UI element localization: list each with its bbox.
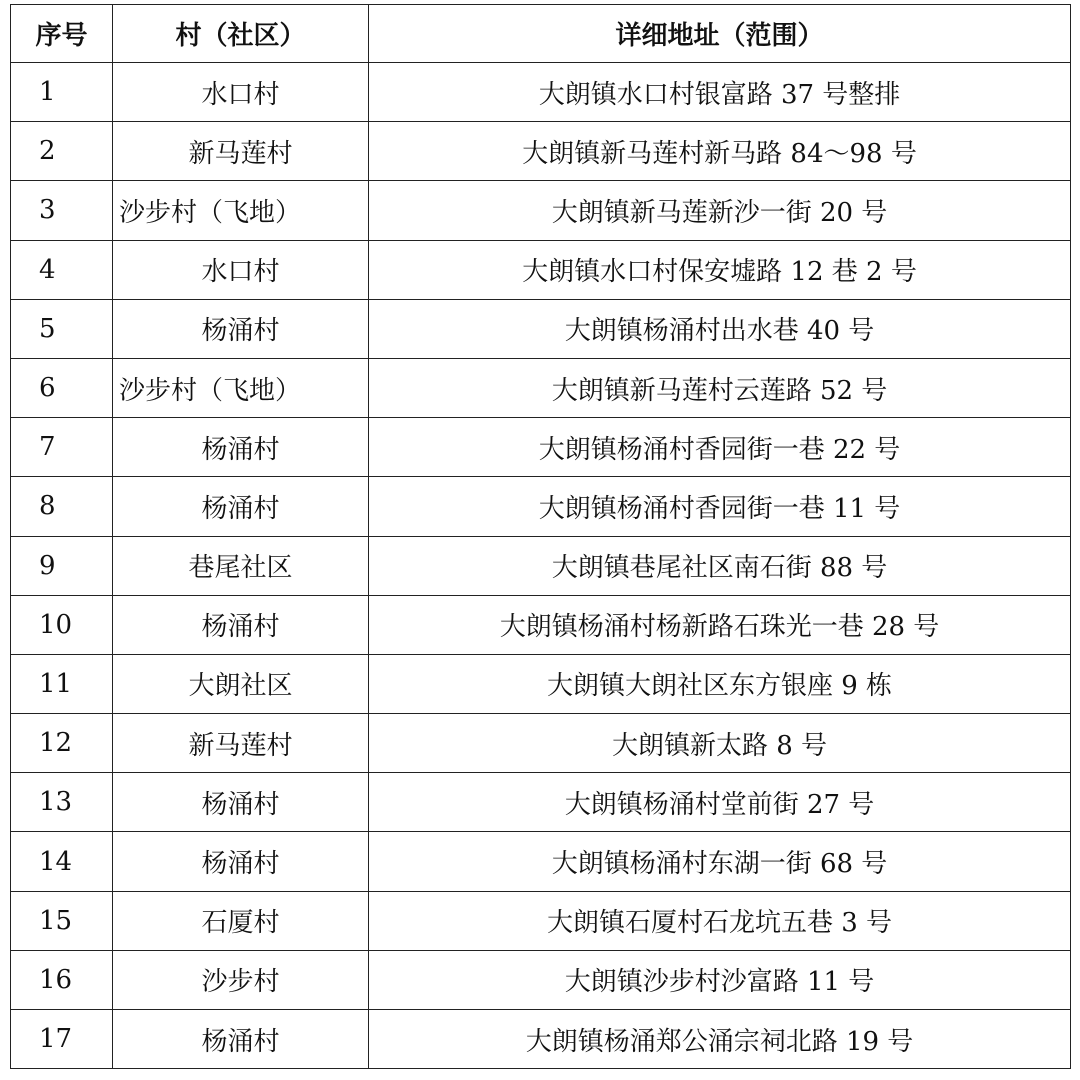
table-row	[11, 714, 1071, 773]
table-row	[11, 122, 1071, 181]
table-row	[11, 536, 1071, 595]
row-address-cell: 大朗镇水口村银富路 37 号整排	[369, 63, 1071, 122]
table-body	[11, 63, 1071, 1069]
row-village-cell: 杨涌村	[113, 299, 369, 358]
row-address-cell: 大朗镇水口村保安墟路 12 巷 2 号	[369, 240, 1071, 299]
row-address-cell: 大朗镇杨涌村杨新路石珠光一巷 28 号	[369, 595, 1071, 654]
table-header	[11, 5, 1071, 63]
row-village-cell: 杨涌村	[113, 832, 369, 891]
row-seq-cell: 16	[11, 950, 113, 1009]
row-address-cell: 大朗镇新太路 8 号	[369, 714, 1071, 773]
table-row	[11, 773, 1071, 832]
row-address-cell: 大朗镇杨涌村出水巷 40 号	[369, 299, 1071, 358]
row-village-cell: 杨涌村	[113, 595, 369, 654]
header-village: 村（社区）	[113, 5, 369, 63]
row-address-cell: 大朗镇杨涌郑公涌宗祠北路 19 号	[369, 1010, 1071, 1069]
row-seq-cell: 10	[11, 595, 113, 654]
row-address-cell: 大朗镇石厦村石龙坑五巷 3 号	[369, 891, 1071, 950]
address-table	[10, 4, 1071, 1069]
row-address-cell: 大朗镇新马莲新沙一街 20 号	[369, 181, 1071, 240]
table-row	[11, 477, 1071, 536]
row-village-cell: 新马莲村	[113, 122, 369, 181]
row-seq-cell: 7	[11, 418, 113, 477]
row-seq-cell: 5	[11, 299, 113, 358]
header-address: 详细地址（范围）	[369, 5, 1071, 63]
header-row	[11, 5, 1071, 63]
row-address-cell: 大朗镇新马莲村云莲路 52 号	[369, 358, 1071, 417]
row-village-cell: 杨涌村	[113, 477, 369, 536]
table-row	[11, 358, 1071, 417]
row-seq-cell: 12	[11, 714, 113, 773]
row-village-cell: 水口村	[113, 63, 369, 122]
table-row	[11, 832, 1071, 891]
table-row	[11, 299, 1071, 358]
table-row	[11, 63, 1071, 122]
row-village-cell: 新马莲村	[113, 714, 369, 773]
row-address-cell: 大朗镇杨涌村香园街一巷 11 号	[369, 477, 1071, 536]
row-village-cell: 巷尾社区	[113, 536, 369, 595]
table-row	[11, 595, 1071, 654]
table-row	[11, 418, 1071, 477]
table-row	[11, 950, 1071, 1009]
header-seq: 序号	[11, 5, 113, 63]
row-address-cell: 大朗镇大朗社区东方银座 9 栋	[369, 654, 1071, 713]
row-address-cell: 大朗镇杨涌村东湖一街 68 号	[369, 832, 1071, 891]
table-row	[11, 654, 1071, 713]
row-seq-cell: 11	[11, 654, 113, 713]
row-seq-cell: 1	[11, 63, 113, 122]
row-seq-cell: 9	[11, 536, 113, 595]
row-village-cell: 杨涌村	[113, 418, 369, 477]
table-row	[11, 240, 1071, 299]
row-address-cell: 大朗镇巷尾社区南石街 88 号	[369, 536, 1071, 595]
table-row	[11, 181, 1071, 240]
row-seq-cell: 3	[11, 181, 113, 240]
row-village-cell: 大朗社区	[113, 654, 369, 713]
row-seq-cell: 17	[11, 1010, 113, 1069]
row-seq-cell: 8	[11, 477, 113, 536]
row-village-cell: 沙步村（飞地）	[113, 358, 369, 417]
row-village-cell: 杨涌村	[113, 1010, 369, 1069]
row-seq-cell: 13	[11, 773, 113, 832]
table-row	[11, 891, 1071, 950]
row-village-cell: 沙步村	[113, 950, 369, 1009]
row-village-cell: 水口村	[113, 240, 369, 299]
address-table-container	[10, 4, 1070, 1069]
row-address-cell: 大朗镇杨涌村香园街一巷 22 号	[369, 418, 1071, 477]
row-address-cell: 大朗镇沙步村沙富路 11 号	[369, 950, 1071, 1009]
table-row	[11, 1010, 1071, 1069]
row-seq-cell: 2	[11, 122, 113, 181]
row-seq-cell: 15	[11, 891, 113, 950]
row-village-cell: 沙步村（飞地）	[113, 181, 369, 240]
row-seq-cell: 14	[11, 832, 113, 891]
row-address-cell: 大朗镇新马莲村新马路 84～98 号	[369, 122, 1071, 181]
row-seq-cell: 4	[11, 240, 113, 299]
row-village-cell: 石厦村	[113, 891, 369, 950]
row-village-cell: 杨涌村	[113, 773, 369, 832]
row-address-cell: 大朗镇杨涌村堂前街 27 号	[369, 773, 1071, 832]
row-seq-cell: 6	[11, 358, 113, 417]
